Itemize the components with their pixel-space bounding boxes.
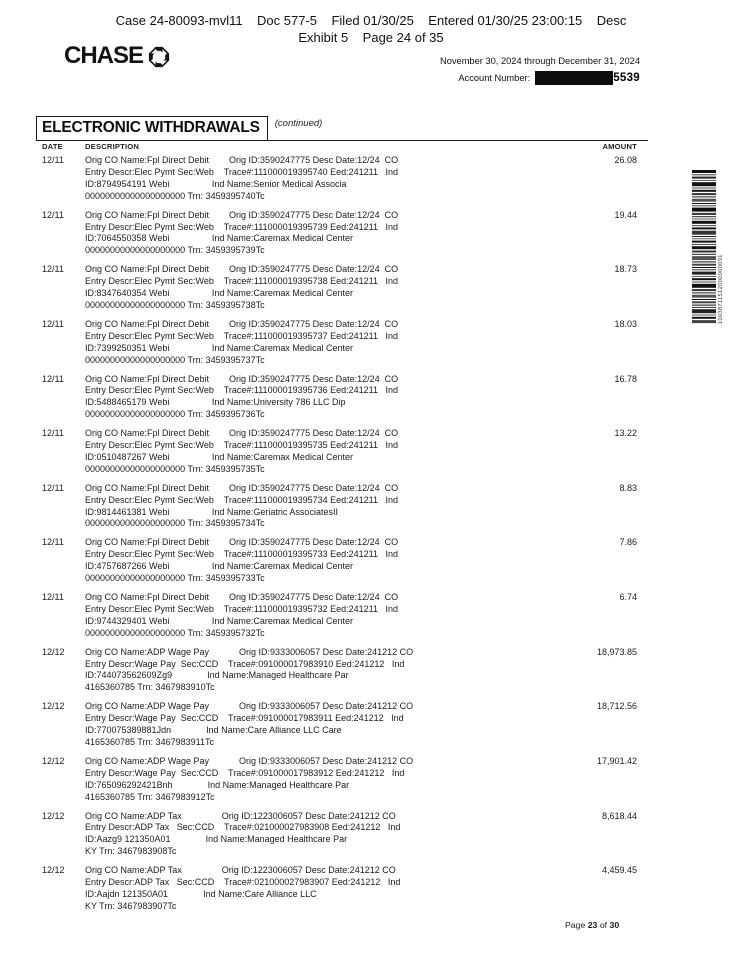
description-line: Entry Descr:Elec Pymt Sec:Web Trace#:111000019395735 Eed:241211 Ind — [85, 440, 399, 451]
transaction-date: 12/11 — [42, 537, 64, 548]
description-line: Entry Descr:Wage Pay Sec:CCD Trace#:091000017983910 Eed:241212 Ind — [85, 658, 405, 669]
transaction-date: 12/12 — [42, 701, 65, 712]
description-line: ID:9814461381 Webi Ind Name:Geriatric AssociatesII — [85, 506, 338, 517]
transaction-description — [85, 811, 547, 859]
chase-octagon-icon — [148, 45, 170, 68]
transaction-amount: 16.78 — [614, 373, 637, 384]
transaction-amount: 18,712.56 — [596, 701, 637, 712]
barcode-number: 10038711512000000091 — [718, 254, 724, 324]
description-line: Orig CO Name:ADP Tax Orig ID:1223006057 Desc Date:241212 CO — [85, 865, 396, 876]
description-line: Entry Descr:Wage Pay Sec:CCD Trace#:091000017983911 Eed:241212 Ind — [85, 713, 404, 724]
table-row — [42, 264, 637, 312]
description-line: Entry Descr:Elec Pymt Sec:Web Trace#:111000019395737 Eed:241211 Ind — [85, 330, 399, 341]
table-row — [42, 647, 637, 695]
description-line: Orig CO Name:Fpl Direct Debit Orig ID:3590247775 Desc Date:12/24 CO — [85, 318, 399, 329]
transaction-description — [85, 319, 547, 367]
barcode-stripes-icon — [692, 170, 716, 324]
description-line: ID:8347640354 Webi Ind Name:Caremax Medical Center — [85, 288, 353, 299]
description-line: Orig CO Name:Fpl Direct Debit Orig ID:3590247775 Desc Date:12/24 CO — [85, 264, 399, 275]
description-line: Orig CO Name:ADP Tax Orig ID:1223006057 Desc Date:241212 CO — [85, 810, 396, 821]
account-number-redaction — [535, 71, 613, 85]
chase-logo — [64, 42, 170, 70]
page-footer — [565, 920, 619, 930]
description-line: Orig CO Name:ADP Wage Pay Orig ID:9333006057 Desc Date:241212 CO — [85, 646, 414, 657]
transaction-description — [85, 428, 547, 476]
transaction-date: 12/11 — [42, 264, 64, 275]
transaction-date: 12/12 — [42, 810, 65, 821]
description-line: Entry Descr:Elec Pymt Sec:Web Trace#:111000019395736 Eed:241211 Ind — [85, 385, 399, 396]
table-row — [42, 483, 637, 531]
transaction-date: 12/11 — [42, 155, 64, 165]
table-row — [42, 865, 637, 913]
description-line: 00000000000000000000 Trn: 3459395736Tc — [85, 409, 265, 420]
table-row — [42, 811, 637, 859]
description-line: 00000000000000000000 Trn: 3459395737Tc — [85, 354, 265, 365]
description-line: 00000000000000000000 Trn: 3459395732Tc — [85, 627, 265, 638]
table-row — [42, 319, 637, 367]
withdrawals-table — [42, 142, 637, 920]
description-line: Entry Descr:ADP Tax Sec:CCD Trace#:021000027983907 Eed:241212 Ind — [85, 877, 401, 888]
description-line: ID:5488465179 Webi Ind Name:University 786 LLC Dip — [85, 397, 346, 408]
column-header-amount: AMOUNT — [602, 142, 637, 151]
transaction-description — [85, 701, 547, 749]
transaction-description — [85, 592, 547, 640]
transaction-date: 12/11 — [42, 428, 64, 439]
section-header — [36, 116, 648, 141]
description-line: ID:4757687266 Webi Ind Name:Caremax Medical Center — [85, 561, 353, 572]
table-row — [42, 210, 637, 258]
description-line: ID:765096292421Bnh Ind Name:Managed Healthcare Par — [85, 779, 350, 790]
description-line: ID:8794954191 Webi Ind Name:Senior Medical Associa — [85, 178, 347, 189]
transaction-amount: 8,618.44 — [601, 810, 637, 821]
transaction-date: 12/11 — [42, 482, 64, 493]
transaction-date: 12/12 — [42, 865, 65, 876]
transaction-amount: 26.08 — [614, 155, 637, 165]
description-line: ID:0510487267 Webi Ind Name:Caremax Medical Center — [85, 451, 353, 462]
description-line: Orig CO Name:Fpl Direct Debit Orig ID:3590247775 Desc Date:12/24 CO — [85, 482, 399, 493]
transaction-description — [85, 374, 547, 422]
transaction-description — [85, 483, 547, 531]
description-line: 00000000000000000000 Trn: 3459395735Tc — [85, 463, 265, 474]
description-line: ID:770075389881Jdn Ind Name:Care Alliance LLC Care — [85, 725, 342, 736]
transaction-description — [85, 756, 547, 804]
description-line: Entry Descr:Elec Pymt Sec:Web Trace#:111000019395734 Eed:241211 Ind — [85, 494, 399, 505]
transaction-amount: 17,901.42 — [596, 755, 637, 766]
court-stamp — [0, 12, 742, 46]
description-line: Orig CO Name:Fpl Direct Debit Orig ID:3590247775 Desc Date:12/24 CO — [85, 155, 399, 165]
description-line: KY Trn: 3467983908Tc — [85, 846, 177, 857]
table-header-row — [42, 142, 637, 151]
transaction-date: 12/12 — [42, 755, 65, 766]
description-line: Orig CO Name:Fpl Direct Debit Orig ID:3590247775 Desc Date:12/24 CO — [85, 209, 399, 220]
description-line: 4165360785 Trn: 3467983911Tc — [85, 736, 214, 747]
description-line: Orig CO Name:Fpl Direct Debit Orig ID:3590247775 Desc Date:12/24 CO — [85, 537, 399, 548]
footer-page-total: 30 — [609, 920, 620, 930]
column-header-date: DATE — [42, 142, 63, 151]
footer-of-word: of — [599, 920, 608, 930]
description-line: Orig CO Name:ADP Wage Pay Orig ID:9333006057 Desc Date:241212 CO — [85, 701, 414, 712]
table-row — [42, 592, 637, 640]
transaction-amount: 8.83 — [619, 482, 637, 493]
table-row — [42, 756, 637, 804]
description-line: Orig CO Name:Fpl Direct Debit Orig ID:3590247775 Desc Date:12/24 CO — [85, 592, 399, 602]
transaction-amount: 18,973.85 — [596, 646, 637, 657]
footer-page-current: 23 — [587, 920, 598, 930]
transaction-amount: 19.44 — [614, 209, 637, 220]
transaction-description — [85, 537, 547, 585]
court-stamp-line1: Case 24-80093-mvl11 Doc 577-5 Filed 01/30/25 Entered 01/30/25 23:00:15 Desc — [115, 13, 627, 28]
transaction-amount: 18.73 — [614, 264, 637, 275]
transaction-description — [85, 264, 547, 312]
transaction-date: 12/11 — [42, 318, 64, 329]
transaction-description — [85, 647, 547, 695]
account-number-line — [440, 71, 640, 85]
transaction-amount: 6.74 — [619, 592, 637, 602]
description-line: Entry Descr:ADP Tax Sec:CCD Trace#:021000027983908 Eed:241212 Ind — [85, 822, 401, 833]
statement-meta — [440, 56, 640, 85]
description-line: 4165360785 Trn: 3467983910Tc — [85, 682, 215, 693]
section-continued-label: (continued) — [274, 118, 323, 129]
description-line: Orig CO Name:ADP Wage Pay Orig ID:9333006057 Desc Date:241212 CO — [85, 755, 414, 766]
transaction-description — [85, 210, 547, 258]
table-row — [42, 374, 637, 422]
description-line: Entry Descr:Elec Pymt Sec:Web Trace#:111000019395738 Eed:241211 Ind — [85, 276, 399, 287]
description-line: 00000000000000000000 Trn: 3459395734Tc — [85, 518, 265, 529]
description-line: ID:Aazg9 121350A01 Ind Name:Managed Healthcare Par — [85, 834, 348, 845]
transaction-date: 12/11 — [42, 209, 64, 220]
table-row — [42, 155, 637, 203]
description-line: ID:7399250351 Webi Ind Name:Caremax Medical Center — [85, 342, 353, 353]
description-line: ID:7064550358 Webi Ind Name:Caremax Medical Center — [85, 233, 353, 244]
description-line: 00000000000000000000 Trn: 3459395740Tc — [85, 190, 265, 201]
court-stamp-line2: Exhibit 5 Page 24 of 35 — [298, 30, 444, 45]
transaction-amount: 18.03 — [614, 318, 637, 329]
description-line: Entry Descr:Elec Pymt Sec:Web Trace#:111000019395740 Eed:241211 Ind — [85, 166, 399, 177]
barcode — [692, 170, 732, 324]
chase-logo-text: CHASE — [64, 42, 144, 69]
description-line: Entry Descr:Elec Pymt Sec:Web Trace#:111000019395733 Eed:241211 Ind — [85, 549, 399, 560]
description-line: 4165360785 Trn: 3467983912Tc — [85, 791, 215, 802]
transaction-description — [85, 865, 547, 913]
transaction-date: 12/11 — [42, 373, 64, 384]
description-line: Orig CO Name:Fpl Direct Debit Orig ID:3590247775 Desc Date:12/24 CO — [85, 428, 399, 439]
statement-period: November 30, 2024 through December 31, 2024 — [439, 56, 640, 66]
transaction-date: 12/11 — [42, 592, 64, 602]
table-row — [42, 701, 637, 749]
description-line: Entry Descr:Wage Pay Sec:CCD Trace#:091000017983912 Eed:241212 Ind — [85, 767, 405, 778]
description-line: 00000000000000000000 Trn: 3459395738Tc — [85, 299, 265, 310]
description-line: Orig CO Name:Fpl Direct Debit Orig ID:3590247775 Desc Date:12/24 CO — [85, 373, 399, 384]
description-line: ID:744073562609Zg9 Ind Name:Managed Healthcare Par — [85, 670, 349, 681]
table-row — [42, 537, 637, 585]
section-title: ELECTRONIC WITHDRAWALS — [36, 116, 268, 140]
transaction-amount: 4,459.45 — [601, 865, 637, 876]
transaction-description — [85, 155, 547, 203]
transaction-date: 12/12 — [42, 646, 65, 657]
description-line: KY Trn: 3467983907Tc — [85, 900, 177, 911]
transaction-amount: 13.22 — [614, 428, 637, 439]
account-number-last4: 5539 — [613, 72, 640, 84]
description-line: ID:Aajdn 121350A01 Ind Name:Care Alliance LLC — [85, 888, 317, 899]
column-header-description: DESCRIPTION — [85, 142, 140, 151]
description-line: Entry Descr:Elec Pymt Sec:Web Trace#:111000019395732 Eed:241211 Ind — [85, 603, 399, 614]
description-line: ID:9744329401 Webi Ind Name:Caremax Medical Center — [85, 615, 353, 626]
description-line: 00000000000000000000 Trn: 3459395739Tc — [85, 245, 265, 256]
account-number-label: Account Number: — [458, 73, 531, 83]
transaction-amount: 7.86 — [619, 537, 637, 548]
footer-page-word: Page — [565, 920, 586, 930]
table-row — [42, 428, 637, 476]
description-line: 00000000000000000000 Trn: 3459395733Tc — [85, 573, 265, 584]
table-body — [42, 155, 637, 913]
description-line: Entry Descr:Elec Pymt Sec:Web Trace#:111000019395739 Eed:241211 Ind — [85, 221, 399, 232]
